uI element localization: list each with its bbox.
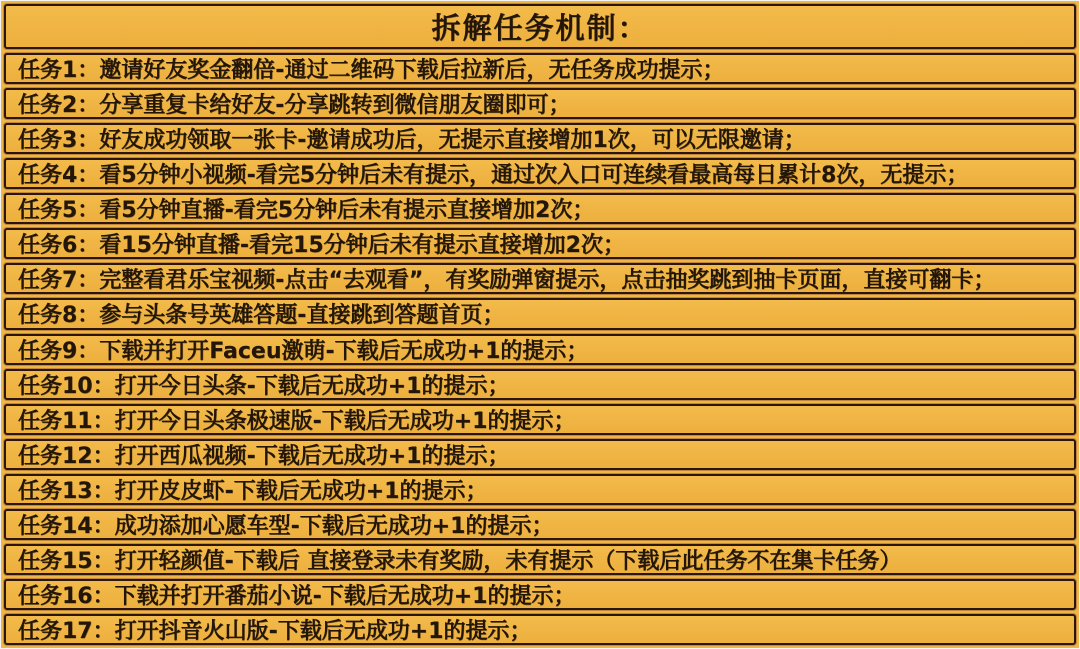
task-row-16: 任务16：下载并打开番茄小说-下载后无成功+1的提示； [4,579,1076,610]
task-row-12: 任务12：打开西瓜视频-下载后无成功+1的提示； [4,439,1076,470]
task-row-1: 任务1：邀请好友奖金翻倍-通过二维码下载后拉新后，无任务成功提示； [4,53,1076,84]
task-row-17: 任务17：打开抖音火山版-下载后无成功+1的提示； [4,614,1076,645]
task-row-8: 任务8：参与头条号英雄答题-直接跳到答题首页； [4,298,1076,329]
task-row-5: 任务5：看5分钟直播-看完5分钟后未有提示直接增加2次； [4,193,1076,224]
page-title: 拆解任务机制： [431,11,649,45]
task-row-13: 任务13：打开皮皮虾-下载后无成功+1的提示； [4,474,1076,505]
task-row-15: 任务15：打开轻颜值-下载后 直接登录未有奖励，未有提示（下载后此任务不在集卡任务） [4,544,1076,575]
task-row-3: 任务3：好友成功领取一张卡-邀请成功后，无提示直接增加1次，可以无限邀请； [4,123,1076,154]
task-row-2: 任务2：分享重复卡给好友-分享跳转到微信朋友圈即可； [4,88,1076,119]
task-row-4: 任务4：看5分钟小视频-看完5分钟后未有提示，通过次入口可连续看最高每日累计8次，无提示； [4,158,1076,189]
task-row-7: 任务7：完整看君乐宝视频-点击“去观看”，有奖励弹窗提示，点击抽奖跳到抽卡页面，直接可翻卡； [4,263,1076,294]
task-row-10: 任务10：打开今日头条-下载后无成功+1的提示； [4,369,1076,400]
task-row-14: 任务14：成功添加心愿车型-下载后无成功+1的提示； [4,509,1076,540]
task-row-9: 任务9：下载并打开Faceu激萌-下载后无成功+1的提示； [4,334,1076,365]
task-row-6: 任务6：看15分钟直播-看完15分钟后未有提示直接增加2次； [4,228,1076,259]
task-row-11: 任务11：打开今日头条极速版-下载后无成功+1的提示； [4,404,1076,435]
poster-header [4,4,1076,49]
